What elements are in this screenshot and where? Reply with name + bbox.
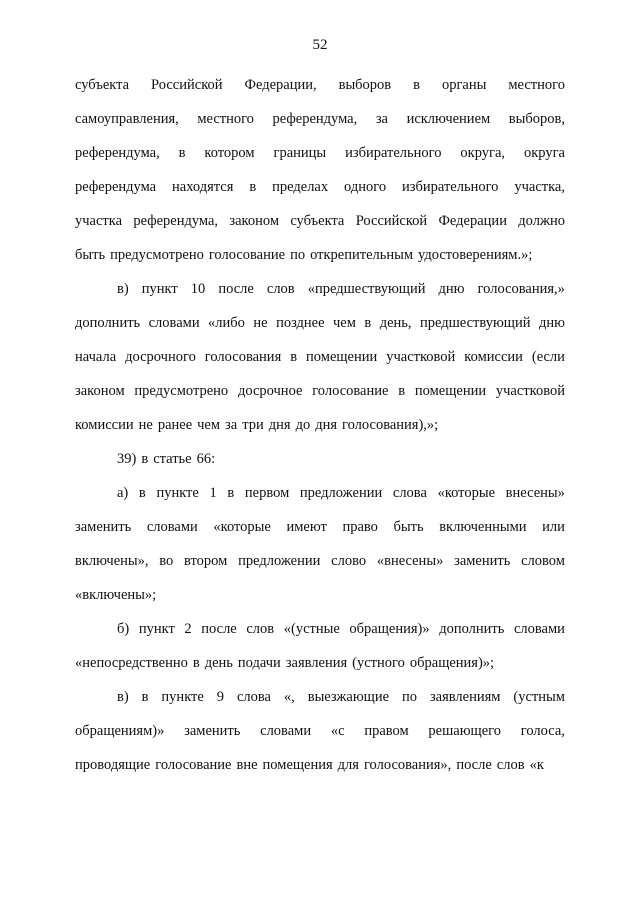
text-line: субъекта Российской Федерации, выборов в органы местного bbox=[75, 77, 565, 93]
text-line: в) пункт 10 после слов «предшествующий дню голосования,» bbox=[117, 281, 565, 297]
text-line: заменить словами «которые имеют право быть включенными или bbox=[75, 519, 565, 535]
text-line: проводящие голосование вне помещения для голосования», после слов «к bbox=[75, 757, 544, 773]
text-line: а) в пункте 1 в первом предложении слова «которые внесены» bbox=[117, 485, 565, 501]
paragraph bbox=[75, 442, 565, 476]
paragraph bbox=[75, 476, 565, 612]
text-line: референдума, в котором границы избирательного округа, округа bbox=[75, 145, 565, 161]
paragraph bbox=[75, 612, 565, 680]
text-line: начала досрочного голосования в помещении участковой комиссии (если bbox=[75, 349, 565, 365]
text-line: участка референдума, законом субъекта Российской Федерации должно bbox=[75, 213, 565, 229]
paragraph bbox=[75, 68, 565, 272]
page-number: 52 bbox=[312, 37, 328, 53]
text-line: б) пункт 2 после слов «(устные обращения)» дополнить словами bbox=[117, 621, 565, 637]
text-line: 39) в статье 66: bbox=[117, 451, 216, 467]
text-line: «непосредственно в день подачи заявления (устного обращения)»; bbox=[75, 655, 495, 671]
text-line: законом предусмотрено досрочное голосование в помещении участковой bbox=[75, 383, 565, 399]
text-line: включены», во втором предложении слово «внесены» заменить словом bbox=[75, 553, 565, 569]
document-body bbox=[75, 68, 565, 782]
paragraph bbox=[75, 272, 565, 442]
paragraph bbox=[75, 680, 565, 782]
text-line: быть предусмотрено голосование по открепительным удостоверениям.»; bbox=[75, 247, 533, 263]
text-line: комиссии не ранее чем за три дня до дня голосования),»; bbox=[75, 417, 439, 433]
text-line: референдума находятся в пределах одного избирательного участка, bbox=[75, 179, 565, 195]
text-line: самоуправления, местного референдума, за исключением выборов, bbox=[75, 111, 565, 127]
text-line: дополнить словами «либо не позднее чем в день, предшествующий дню bbox=[75, 315, 565, 331]
text-line: «включены»; bbox=[75, 587, 157, 603]
text-line: обращениям)» заменить словами «с правом решающего голоса, bbox=[75, 723, 565, 739]
text-line: в) в пункте 9 слова «, выезжающие по заявлениям (устным bbox=[117, 689, 565, 705]
